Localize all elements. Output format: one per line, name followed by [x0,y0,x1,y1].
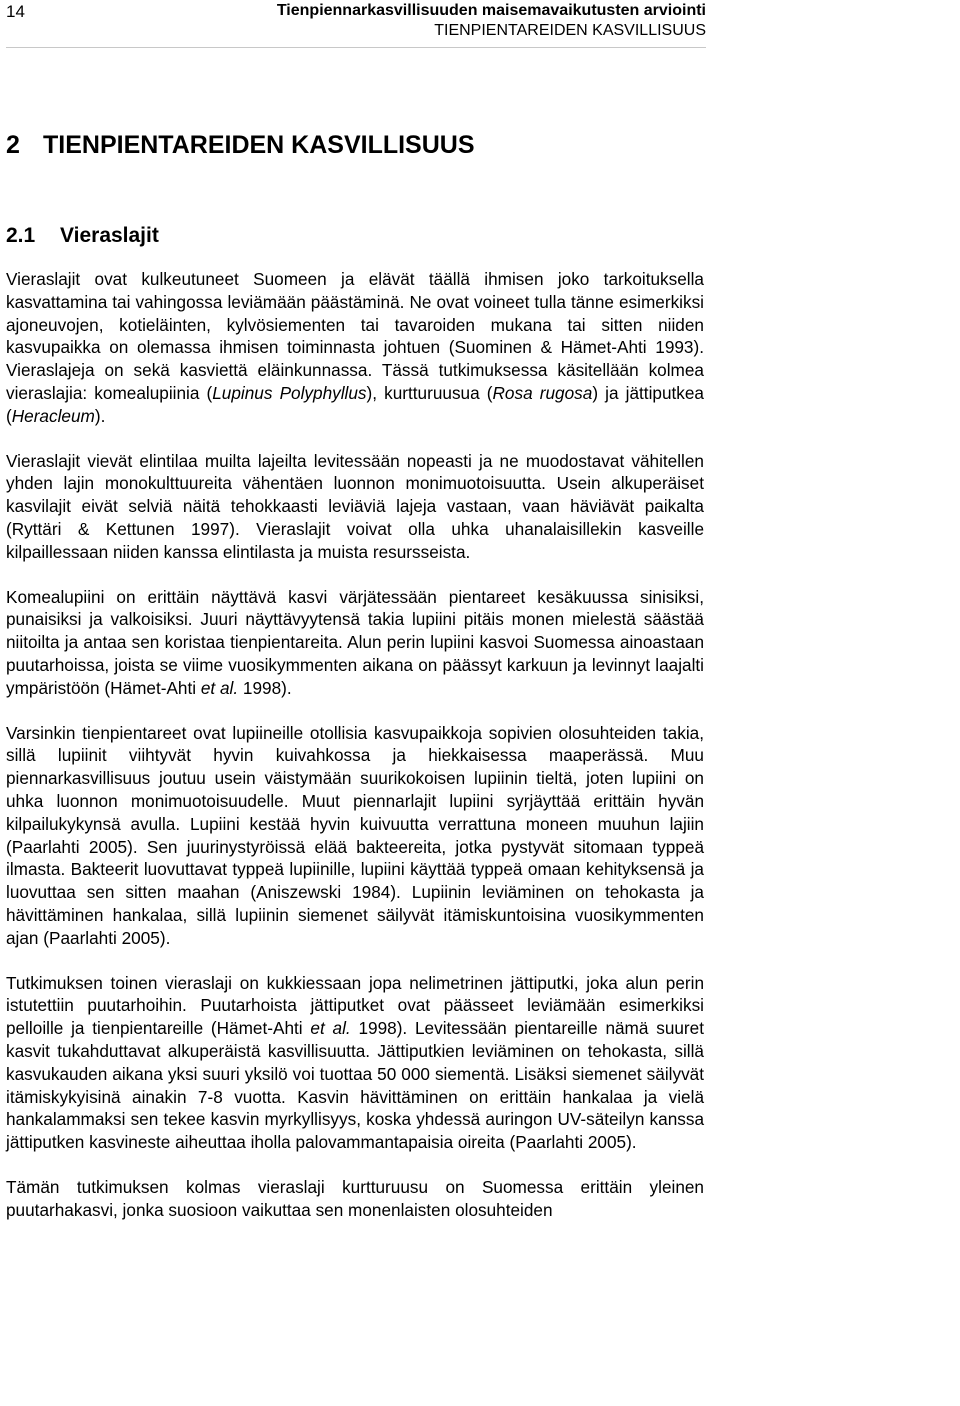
et-al: et al. [310,1018,351,1039]
paragraph-2: Vieraslajit vievät elintilaa muilta lajeilta levitessään nopeasti ja ne muodostavat vähitellen yhden lajin monokulttuureita vähentäen luonnon monimuotoisuutta. Usein alkuperäiset kasvilajit eivät selviä näitä tehokkaasti leviäviä lajeja vastaan, vaan häviävät paikalta (Ryttäri & Kettunen 1997). Vieraslajit voivat olla uhka uhanalaisillekin kasveille kilpaillessaan niiden kanssa elintilasta ja muista resursseista. [6,450,704,562]
running-header-title: Tienpiennarkasvillisuuden maisemavaikutusten arviointi [276,2,706,19]
text-span: ), kurtturuusua ( [366,382,493,403]
section-heading [6,222,159,250]
text-span: 1998). [238,677,292,698]
species-name-lupinus: Lupinus Polyphyllus [212,382,367,403]
paragraph-3 [6,586,704,700]
text-span: Komealupiini on erittäin näyttävä kasvi värjätessään pientareet kesäkuussa sinisiksi, punaisiksi ja valkoisiksi. Juuri näyttävyytensä takia lupiini pitäis monen mielestä säästää niitoilta ja antaa sen koristaa tienpientareita. Alun perin lupiini kasvoi Suomessa ainoastaan puutarhoissa, joista se viime vuosikymmenten aikana on päässyt karkuun ja levinnyt laajalti ympäristöön (Hämet-Ahti [6,586,704,698]
section-title: Vieraslajit [60,224,159,247]
text-span: Vieraslajit ovat kulkeutuneet Suomeen ja elävät täällä ihmisen joko tarkoituksella kasvattamina tai vahingossa leviämään päästäminä. Ne ovat voineet tulla tänne esimerkiksi ajoneuvojen, kotieläinten, kylvösiementen tai tavaroiden mukana tai sitten niiden kasvupaikka on olemassa ihmisen toiminnasta johtuen (Suominen & Hämet-Ahti 1993). Vieraslajeja on sekä kasviettä eläinkunnassa. Tässä tutkimuksessa käsitellään kolmea vieraslajia: komealupiinia ( [6,269,704,403]
chapter-title: TIENPIENTAREIDEN KASVILLISUUS [43,131,475,159]
paragraph-4: Varsinkin tienpientareet ovat lupiineille otollisia kasvupaikkoja sopivien olosuhteiden takia, sillä lupiinit viihtyvät hyvin kuivahkossa ja hiekkaisessa maaperässä. Muu piennarkasvillisuus joutuu usein väistymään suurikokoisen lupiinin tieltä, joten lupiini on uhka luonnon monimuotoisuudelle. Muut piennarlajit lupiini syrjäyttää erittäin hyvän kilpailukykynsä avulla. Lupiini kestää hyvin kuivuutta verrattuna moneen muuhun lajiin (Paarlahti 2005). Sen juurinystyröissä elää bakteereita, jotka pystyvät sitomaan typpeä ilmasta. Bakteerit luovuttavat typpeä lupiinille, lupiini käyttää typpeä omaan kehityksensä ja luovuttaa sen sitten maahan (Aniszewski 1984). Lupiinin leviäminen on tehokasta ja hävittäminen hankalaa, sillä lupiinin siemenet säilyvät itämiskuntoisina vuosikymmenten ajan (Paarlahti 2005). [6,722,704,948]
text-span: ). [94,405,106,426]
chapter-heading [6,130,475,160]
header-rule [6,47,706,48]
species-name-rosa: Rosa rugosa [492,382,593,403]
chapter-number: 2 [6,131,20,159]
section-number: 2.1 [6,224,36,247]
text-span: ) ja jättiputkea ( [6,382,704,426]
text-span: Tutkimuksen toinen vieraslaji on kukkiessaan jopa nelimetrinen jättiputki, joka alun perin istutettiin puutarhoihin. Puutarhoista jättiputket ovat päässeet leviämään esimerkiksi pelloille ja tienpientareille (Hämet-Ahti [6,972,704,1039]
species-name-heracleum: Heracleum [11,405,95,426]
page-number: 14 [6,2,25,21]
running-header-subtitle: TIENPIENTAREIDEN KASVILLISUUS [434,22,706,39]
paragraph-1 [6,268,704,428]
et-al: et al. [200,677,239,698]
body-text [6,268,704,1221]
text-span: 1998). Levitessään pientareille nämä suuret kasvit tukahduttavat alkuperäistä kasvillisuutta. Jättiputkien leviäminen on tehokasta, sillä kasvukauden aikana yksi suuri yksilö voi tuottaa 50 000 siementä. Lisäksi siemenet säilyvät itämiskykyisinä ainakin 7-8 vuotta. Kasvin hävittäminen on erittäin hankalaa ja vielä hankalammaksi sen tekee kasvin myrkyllisyys, koska yhdessä auringon UV-säteilyn kanssa jättiputken kasvineste aiheuttaa iholla palovammantapaisia oireita (Paarlahti 2005). [6,1018,704,1153]
paragraph-6: Tämän tutkimuksen kolmas vieraslaji kurtturuusu on Suomessa erittäin yleinen puutarhakasvi, jonka suosioon vaikuttaa sen monenlaisten olosuhteiden [6,1176,704,1220]
paragraph-5 [6,972,704,1154]
